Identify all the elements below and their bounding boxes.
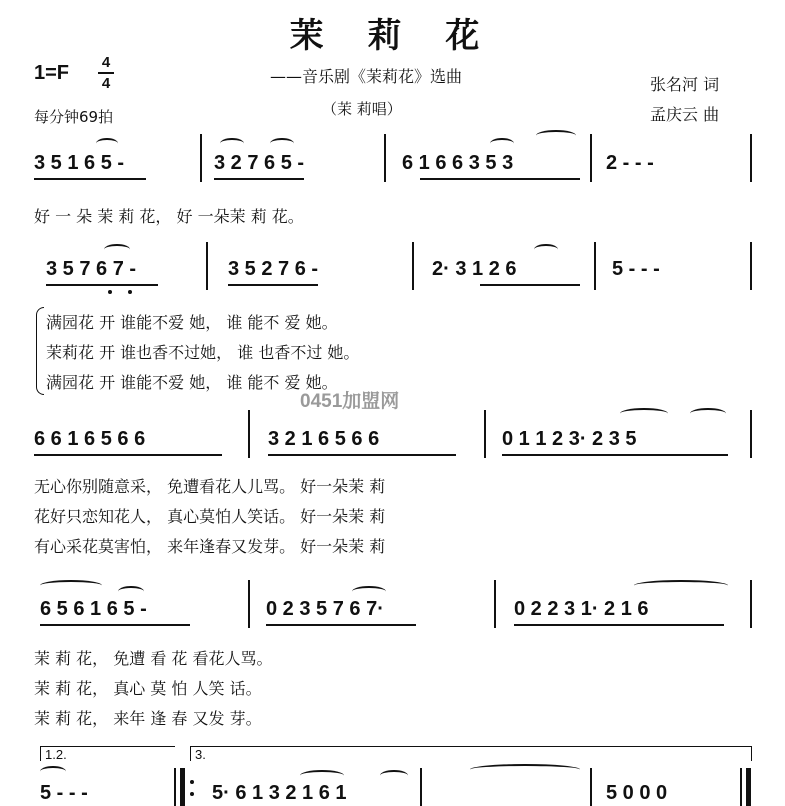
beam-underline: [214, 178, 304, 180]
lyric-line: 茉莉花 开 谁也香不过她， 谁 也香不过 她。: [46, 343, 360, 362]
measure-5-3: 5 0 0 0: [606, 782, 668, 804]
lyric-line: 茉 莉 花， 来年 逢 春 又发 芽。: [34, 709, 262, 728]
lyric-line: 有心采花莫害怕， 来年逢春又发芽。 好一朵茉 莉: [34, 537, 386, 556]
barline: [750, 242, 752, 290]
beam-underline: [228, 284, 318, 286]
beam-underline: [46, 284, 158, 286]
barline: [494, 580, 496, 628]
beam-underline: [514, 624, 724, 626]
lyric-line: 茉 莉 花， 免遭 看 花 看花人骂。: [34, 649, 273, 668]
slur: [270, 138, 294, 149]
repeat-dot: [190, 780, 194, 784]
song-title: 茉 莉 花: [289, 16, 496, 56]
barline: [384, 134, 386, 182]
measure-3-1: 6 6 1 6 5 6 6: [34, 428, 146, 450]
composer-credit: 孟庆云 曲: [650, 105, 720, 124]
barline: [200, 134, 202, 182]
slur: [104, 244, 130, 255]
lyric-line: 茉 莉 花， 真心 莫 怕 人笑 话。: [34, 679, 262, 698]
barline: [594, 242, 596, 290]
lyric-line: 花好只恋知花人， 真心莫怕人笑话。 好一朵茉 莉: [34, 507, 386, 526]
slur: [536, 130, 576, 141]
barline: [750, 410, 752, 458]
final-barline-thick: [746, 768, 751, 806]
subtitle: ——音乐剧《茉莉花》选曲: [270, 67, 463, 86]
volta-third-ending: [190, 746, 752, 761]
measure-4-2: 0 2 3 5 7 6 7·: [266, 598, 384, 620]
measure-4-1: 6 5 6 1 6 5 -: [40, 598, 147, 620]
final-barline-thin: [740, 768, 742, 806]
barline: [420, 768, 422, 806]
lyric-line: 好 一 朵 茉 莉 花， 好 一朵茉 莉 花。: [34, 207, 304, 226]
slur: [490, 138, 514, 149]
meter-divider: [98, 72, 114, 74]
slur: [634, 580, 728, 591]
beam-underline: [268, 454, 456, 456]
repeat-dot: [190, 792, 194, 796]
lyric-line: 无心你别随意采， 免遭看花人儿骂。 好一朵茉 莉: [34, 477, 386, 496]
measure-5-1: 5 - - -: [40, 782, 88, 804]
measure-1-3: 6 1 6 6 3 5 3: [402, 152, 514, 174]
measure-3-3: 0 1 1 2 3· 2 3 5: [502, 428, 637, 450]
barline: [590, 768, 592, 806]
beam-underline: [40, 624, 190, 626]
slur: [380, 770, 408, 781]
singer-note: （茉 莉唱）: [322, 100, 402, 118]
meter-bottom: 4: [101, 75, 111, 92]
slur: [118, 586, 144, 597]
beam-underline: [502, 454, 728, 456]
tempo-marking: 每分钟69拍: [34, 108, 114, 126]
measure-2-1: 3 5 7 6 7 -: [46, 258, 137, 280]
lyricist-credit: 张名河 词: [650, 75, 720, 94]
measure-2-3: 2· 3 1 2 6: [432, 258, 517, 280]
slur: [40, 580, 102, 591]
barline: [248, 580, 250, 628]
barline: [248, 410, 250, 458]
barline: [590, 134, 592, 182]
measure-2-4: 5 - - -: [612, 258, 660, 280]
barline: [750, 134, 752, 182]
measure-2-2: 3 5 2 7 6 -: [228, 258, 319, 280]
beam-underline: [420, 178, 580, 180]
beam-underline: [34, 178, 146, 180]
volta-label: 3.: [195, 747, 206, 762]
repeat-barline-thin: [174, 768, 176, 806]
verse-brace: [36, 307, 44, 395]
time-signature: [98, 54, 114, 92]
measure-1-4: 2 - - -: [606, 152, 654, 174]
key-signature: 1=F: [34, 62, 70, 84]
repeat-barline-thick: [180, 768, 185, 806]
volta-first-ending: [40, 746, 175, 761]
barline: [412, 242, 414, 290]
slur: [352, 586, 386, 597]
barline: [484, 410, 486, 458]
beam-underline: [34, 454, 222, 456]
measure-1-1: 3 5 1 6 5 -: [34, 152, 125, 174]
slur: [620, 408, 668, 419]
measure-1-2: 3 2 7 6 5 -: [214, 152, 305, 174]
lyric-line: 满园花 开 谁能不爱 她， 谁 能不 爱 她。: [46, 313, 338, 332]
octave-dot: [108, 290, 112, 294]
watermark: 0451加盟网: [300, 391, 400, 412]
slur: [690, 408, 726, 419]
measure-3-2: 3 2 1 6 5 6 6: [268, 428, 380, 450]
barline: [750, 580, 752, 628]
lyric-line: 满园花 开 谁能不爱 她， 谁 能不 爱 她。: [46, 373, 338, 392]
measure-5-2: 5· 6 1 3 2 1 6 1: [212, 782, 347, 804]
slur: [300, 770, 344, 781]
volta-label: 1.2.: [45, 747, 67, 762]
beam-underline: [266, 624, 416, 626]
barline: [206, 242, 208, 290]
meter-top: 4: [101, 54, 111, 71]
slur: [40, 766, 66, 777]
slur: [534, 244, 558, 255]
octave-dot: [128, 290, 132, 294]
tie: [470, 764, 580, 775]
beam-underline: [480, 284, 580, 286]
measure-4-3: 0 2 2 3 1· 2 1 6: [514, 598, 649, 620]
slur: [220, 138, 244, 149]
slur: [96, 138, 118, 149]
